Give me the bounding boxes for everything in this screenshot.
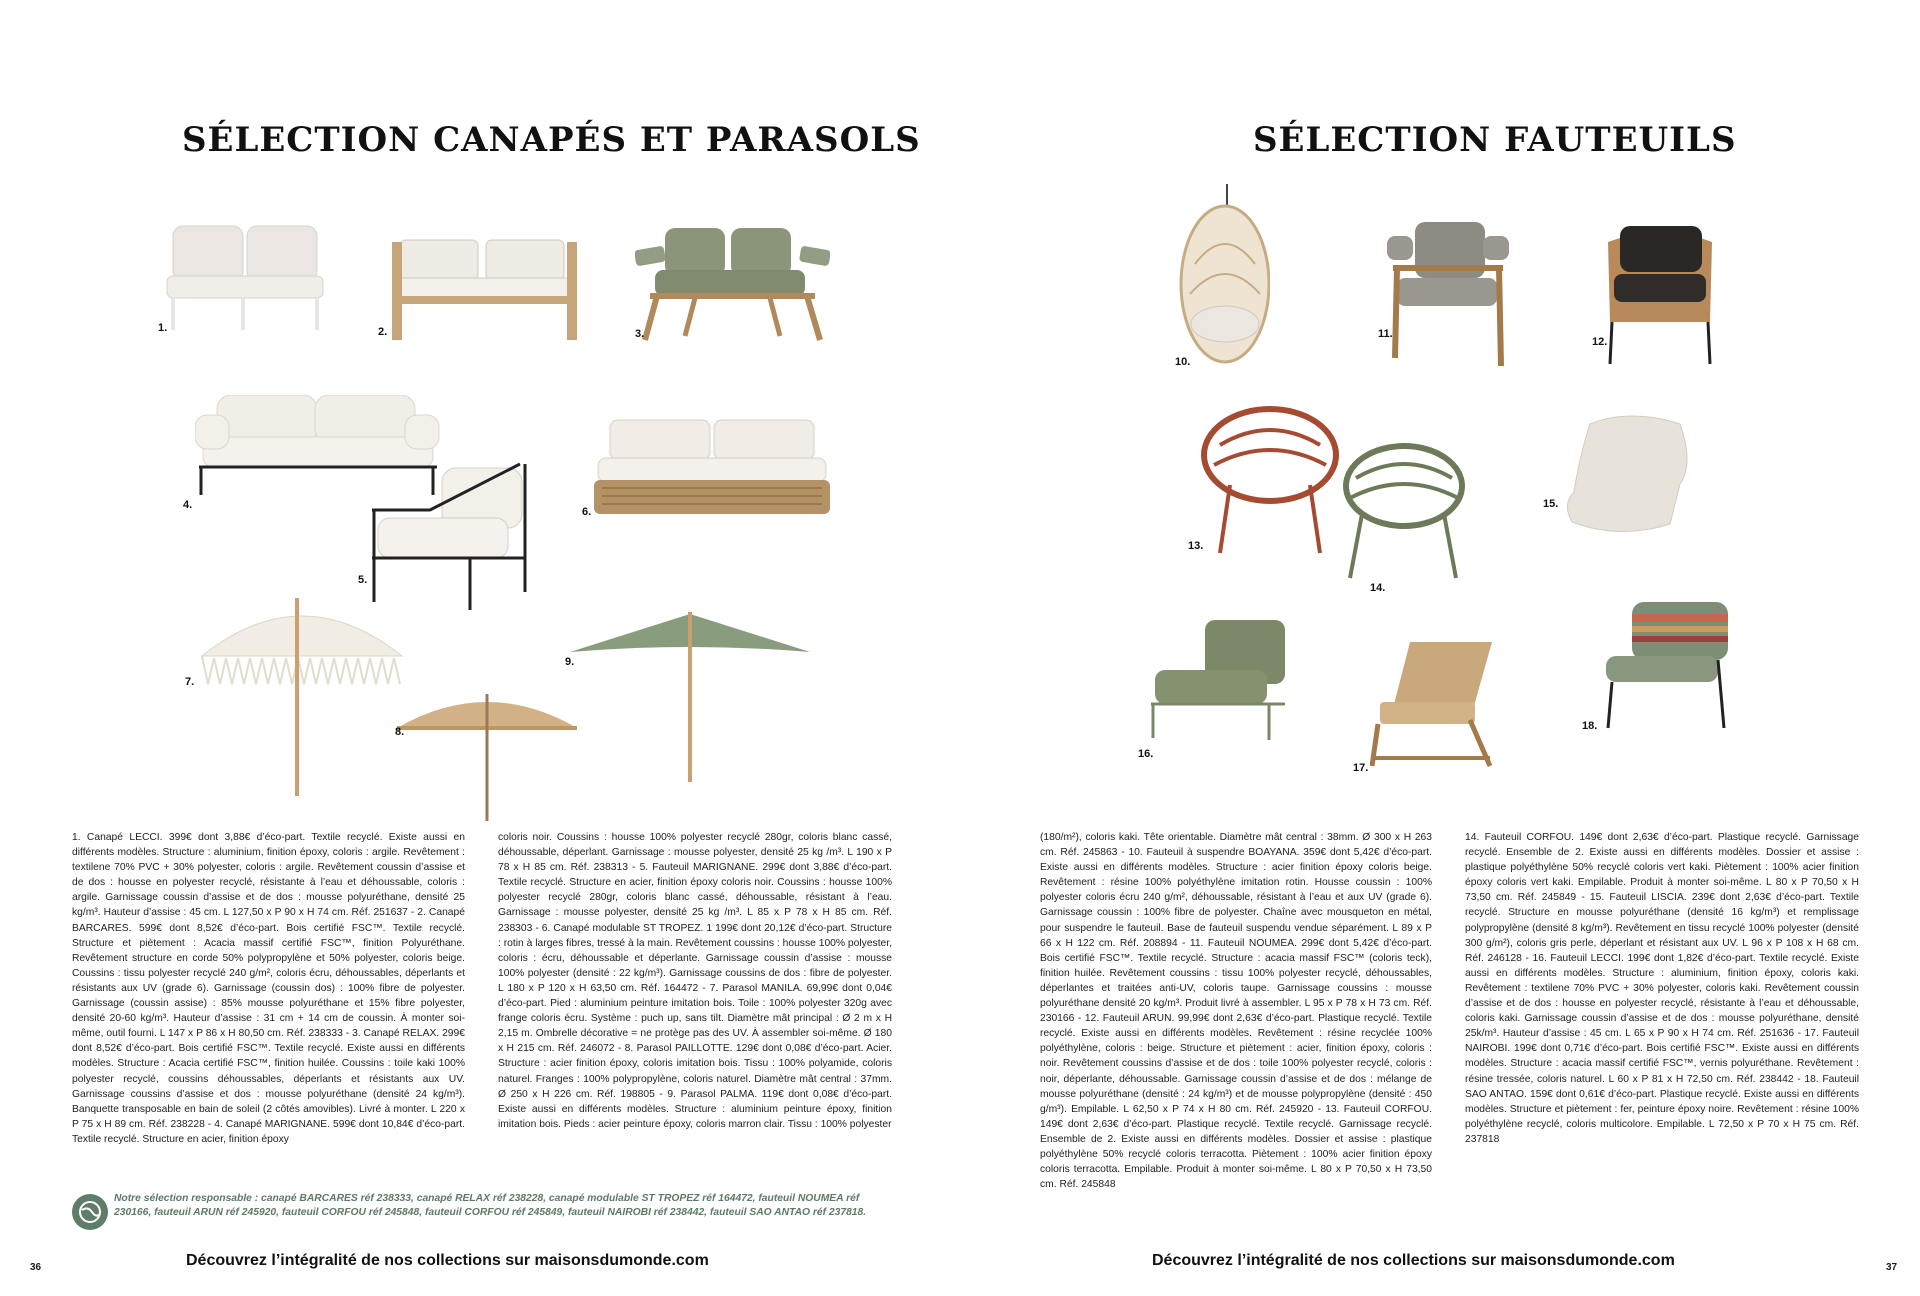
page-number-right: 37 bbox=[1886, 1262, 1898, 1273]
right-description-column-2: 14. Fauteuil CORFOU. 149€ dont 2,63€ d’éco-part. Plastique recyclé. Garnissage recyclé. Ensemble de 2. Existe aussi en différents modèles. Dossier et assise : plastique polyéthylène 50% recyclé coloris vert kaki. Piètement : 100% acier finition époxy coloris vert kaki. Empilable. Produit à monter soi-même. L 80 x P 70,50 x H 73,50 cm. Réf. 245849 - 15. Fauteuil LISCIA. 239€ dont 2,63€ d’éco-part. Textile recyclé. Structure en mousse polyuréthane (densité 16 kg/m³) et remplissage polypropylène (densité 8 kg/m³). Revêtement en tissu recyclé 100% polyester (densité 300 g/m²), coloris gris perle, déperlant et résistant aux UV. L 96 x P 108 x H 68 cm. Réf. 246128 - 16. Fauteuil LECCI. 199€ dont 1,82€ d’éco-part. Textile recyclé. Existe aussi en différents modèles. Structure : aluminium, finition époxy, coloris kaki. Revêtement : textilene 70% PVC + 30% polyester, coloris kaki. Revêtement coussin d’assise et de dos : housse en polyester recyclé, résistante à l’eau et déhoussable, coloris kaki. Garnissage coussin d’assise et de dos : mousse polyuréthane, densité 25k/m³. Hauteur d’assise : 45 cm. L 65 x P 90 x H 74 cm. Réf. 251636 - 17. Fauteuil NAIROBI. 199€ dont 0,71€ d’éco-part. Bois certifié FSC™. Existe aussi en différents modèles. Structure : acacia massif certifié FSC™, vernis polyuréthane. Revêtement : résine tressée, coloris naturel. L 60 x P 81 x H 72,50 cm. Réf. 238442 - 18. Fauteuil SAO ANTAO. 159€ dont 0,61€ d’éco-part. Plastique recyclé. Existe aussi en différents modèles. Structure et piètement : fer, peinture époxy noire. Revêtement : résine 100% polyéthylène recyclé, coloris multicolore. Empilable. L 72,50 x P 70 x H 75 cm. Réf. 237818 bbox=[1465, 832, 1859, 1145]
product-number-16: 16. bbox=[1138, 748, 1154, 760]
product-number-7: 7. bbox=[185, 676, 195, 688]
product-number-10: 10. bbox=[1175, 356, 1191, 368]
product-number-18: 18. bbox=[1582, 720, 1598, 732]
product-image-lecci-armchair bbox=[1145, 618, 1290, 743]
right-footer-link[interactable]: Découvrez l’intégralité de nos collections sur maisonsdumonde.com bbox=[1152, 1252, 1675, 1269]
right-page bbox=[960, 0, 1920, 1296]
product-image-palma-parasol bbox=[568, 612, 813, 782]
product-number-1: 1. bbox=[158, 322, 168, 334]
product-number-6: 6. bbox=[582, 506, 592, 518]
product-image-noumea-armchair bbox=[1385, 218, 1510, 368]
product-number-12: 12. bbox=[1592, 336, 1608, 348]
responsible-selection-note: Notre sélection responsable : canapé BARCARES réf 238333, canapé RELAX réf 238228, canapé modulable ST TROPEZ réf 164472, fauteuil NOUMEA réf 230166, fauteuil ARUN réf 245920, fauteuil CORFOU réf 245848, fauteuil CORFOU réf 245849, fauteuil NAIROBI réf 238442, fauteuil SAO ANTAO réf 237818. bbox=[114, 1193, 867, 1218]
product-image-boayana-hanging-chair bbox=[1175, 184, 1270, 364]
product-image-relax-sofa bbox=[635, 218, 830, 343]
product-image-manila-parasol bbox=[192, 596, 412, 796]
product-number-9: 9. bbox=[565, 656, 575, 668]
product-image-sao-antao-chair bbox=[1600, 600, 1740, 730]
product-number-11: 11. bbox=[1378, 328, 1393, 340]
page-number-left: 36 bbox=[30, 1262, 42, 1273]
product-image-corfou-terracotta bbox=[1200, 405, 1340, 555]
product-number-14: 14. bbox=[1370, 582, 1386, 594]
product-number-4: 4. bbox=[183, 499, 193, 511]
left-page-title: SÉLECTION CANAPÉS ET PARASOLS bbox=[182, 120, 921, 160]
product-image-barcares-sofa bbox=[392, 226, 577, 341]
product-image-paillotte-parasol bbox=[395, 686, 580, 821]
left-description-column-1: 1. Canapé LECCI. 399€ dont 3,88€ d’éco-part. Textile recyclé. Existe aussi en différents modèles. Structure : aluminium, finition époxy, coloris : argile. Revêtement : textilene 70% PVC + 30% polyester, coloris : argile. Revêtement coussin d’assise et de dos : housse en polyester recyclé, résistante à l’eau et déhoussable, coloris : argile. Garnissage coussin d’assise et de dos : mousse polyuréthane, densité 25 kg/m³. Hauteur d’assise : 45 cm. L 127,50 x P 90 x H 74 cm. Réf. 251637 - 2. Canapé BARCARES. 599€ dont 8,52€ d’éco-part. Bois certifié FSC™. Textile recyclé. Structure et piètement : Acacia massif certifié FSC™, finition Polyuréthane. Revêtement structure en corde 50% polypropylène et 50% polyester, coloris beige. Coussins : tissu polyester recyclé 240 g/m², coloris écru, déhoussables, déperlants et résistants aux UV (grade 6). Garnissage (coussin dos) : 100% fibre de polyester. Garnissage (coussin assise) : 85% mousse polyuréthane et 15% fibre polyester, densité 20-60 kg/m³. Hauteur d’assise : 31 cm + 14 cm de coussin. À monter soi-même, outil fourni. L 147 x P 86 x H 80,50 cm. Réf. 238333 - 3. Canapé RELAX. 299€ dont 8,52€ d’éco-part. Bois certifié FSC™. Textile recyclé. Existe aussi en différents modèles. Structure : Acacia certifié FSC™, finition huilée. Coussins : toile kaki 100% polyester recyclé, coussins déhoussables, déperlants et résistants aux UV. Garnissage coussins d’assise et dos : mousse polyuréthane (densité 24 kg/m³). Banquette transposable en bain de soleil (2 côtés amovibles). Livré à monter. L 220 x P 75 x H 89 cm. Réf. 238228 - 4. Canapé MARIGNANE. 599€ dont 10,84€ d’éco-part. Textile recyclé. Structure en acier, finition époxy bbox=[72, 832, 465, 1145]
product-number-15: 15. bbox=[1543, 498, 1559, 510]
product-number-13: 13. bbox=[1188, 540, 1204, 552]
product-number-3: 3. bbox=[635, 328, 645, 340]
product-number-8: 8. bbox=[395, 726, 405, 738]
product-number-17: 17. bbox=[1353, 762, 1369, 774]
product-number-2: 2. bbox=[378, 326, 388, 338]
product-image-corfou-green bbox=[1338, 440, 1468, 580]
left-footer-link[interactable]: Découvrez l’intégralité de nos collections sur maisonsdumonde.com bbox=[186, 1252, 709, 1269]
product-image-marignane-armchair bbox=[370, 462, 535, 612]
product-image-nairobi-armchair bbox=[1370, 640, 1495, 770]
right-description-column-1: (180/m²), coloris kaki. Tête orientable. Diamètre mât central : 38mm. Ø 300 x H 263 cm. Réf. 245863 - 10. Fauteuil à suspendre BOAYANA. 359€ dont 5,42€ d’éco-part. Existe aussi en différents modèles. Structure : acier finition époxy coloris beige. Revêtement : résine 100% polyéthylène imitation rotin. Housse coussin : 100% polyester coloris écru 240 g/m², déhoussable, résistant à l’eau et aux UV (grade 6). Garnissage coussin : 100% fibre de polyester. Chaîne avec mousqueton en métal, pour suspendre le fauteuil. Base de fauteuil suspendu vendue séparément. L 89 x P 66 x H 122 cm. Réf. 208894 - 11. Fauteuil NOUMEA. 299€ dont 5,42€ d’éco-part. Bois certifié FSC™. Textile recyclé. Structure : acacia massif FSC™ (coloris teck), finition huilée. Revêtement coussins : tissu 100% polyester recyclé, déhoussables, déperlantes et traitées anti-UV, coloris taupe. Garnissage coussins : mousse polyuréthane densité 20 kg/m³. Produit livré à assembler. L 95 x P 78 x H 73 cm. Réf. 230166 - 12. Fauteuil ARUN. 99,99€ dont 2,63€ d’éco-part. Plastique recyclé. Textile recyclé. Existe aussi en différents modèles. Revêtement : résine recyclée 100% polyéthylène, coloris : beige. Structure et piètement : acier, finition époxy, coloris : noir. Revêtement coussins d’assise et de dos : toile 100% polyester recyclé, coloris : noir, déperlante, déhoussable. Garnissage coussin d’assise et de dos : mélange de mousse polyuréthane (densité : 24 kg/m³) et de mousse polypropylène (densité : 450 g/m³). Empilable. L 62,50 x P 74 x H 80 cm. Réf. 245920 - 13. Fauteuil CORFOU. 149€ dont 2,63€ d’éco-part. Plastique recyclé. Textile recyclé. Garnissage recyclé. Ensemble de 2. Existe aussi en différents modèles. Dossier et assise : plastique polyéthylène 50% recyclé coloris terracotta. Piètement : 100% acier finition époxy coloris terracotta. Empilable. Produit à monter soi-même. L 80 x P 70,50 x H 73,50 cm. Réf. 245848 bbox=[1040, 832, 1432, 1191]
eco-globe-icon bbox=[72, 1194, 108, 1230]
right-page-title: SÉLECTION FAUTEUILS bbox=[1253, 120, 1737, 160]
left-description-column-2: coloris noir. Coussins : housse 100% polyester recyclé 280gr, coloris blanc cassé, déhoussable, déperlant. Garnissage : mousse polyester, densité 25 kg /m³. L 190 x P 78 x H 85 cm. Réf. 238313 - 5. Fauteuil MARIGNANE. 299€ dont 3,88€ d’éco-part. Textile recyclé. Structure en acier, finition époxy coloris noir. Coussins : housse 100% polyester recyclé 280gr, coloris blanc cassé, déhoussable, résistant à l’eau. Garnissage : mousse polyester, densité 25 kg /m³. L 85 x P 78 x H 85 cm. Réf. 238303 - 6. Canapé modulable ST TROPEZ. 1 199€ dont 20,12€ d’éco-part. Structure : rotin à larges fibres, tressé à la main. Revêtement coussins : housse 100% polyester, coloris : écru, déhoussable et déperlante. Garnissage coussin d’assise : mousse 100% polyester (densité : 22 kg/m³). Garnissage coussins de dos : fibre de polyester. L 180 x P 120 x H 63,50 cm. Réf. 164472 - 7. Parasol MANILA. 69,99€ dont 0,04€ d’éco-part. Pied : aluminium peinture imitation bois. Toile : 100% polyester 320g avec frange coloris écru. Système : puch up, sans tilt. Diamètre mât principal : Ø 2 m x H 2,15 m. Ombrelle décorative = ne protège pas des UV. À assembler soi-même. Ø 180 x H 215 cm. Réf. 246072 - 8. Parasol PAILLOTTE. 129€ dont 0,08€ d’éco-part. Acier. Structure : acier finition époxy, coloris imitation bois. Tissu : 100% polyamide, coloris naturel. Franges : 100% polypropylène, coloris naturel. Diamètre mât central : 37mm. Ø 250 x H 226 cm. Réf. 198805 - 9. Parasol PALMA. 119€ dont 0,08€ d’éco-part. Existe aussi en différents modèles. Structure : aluminium peinture époxy, finition imitation bois. Pieds : acier peinture époxy, coloris marron clair. Tissu : 100% polyester bbox=[498, 832, 892, 1130]
product-image-arun-armchair bbox=[1600, 222, 1720, 367]
product-number-5: 5. bbox=[358, 574, 368, 586]
product-image-liscia-chair bbox=[1560, 414, 1695, 539]
product-image-st-tropez-sofa bbox=[592, 418, 832, 518]
product-image-lecci-sofa bbox=[165, 224, 325, 334]
